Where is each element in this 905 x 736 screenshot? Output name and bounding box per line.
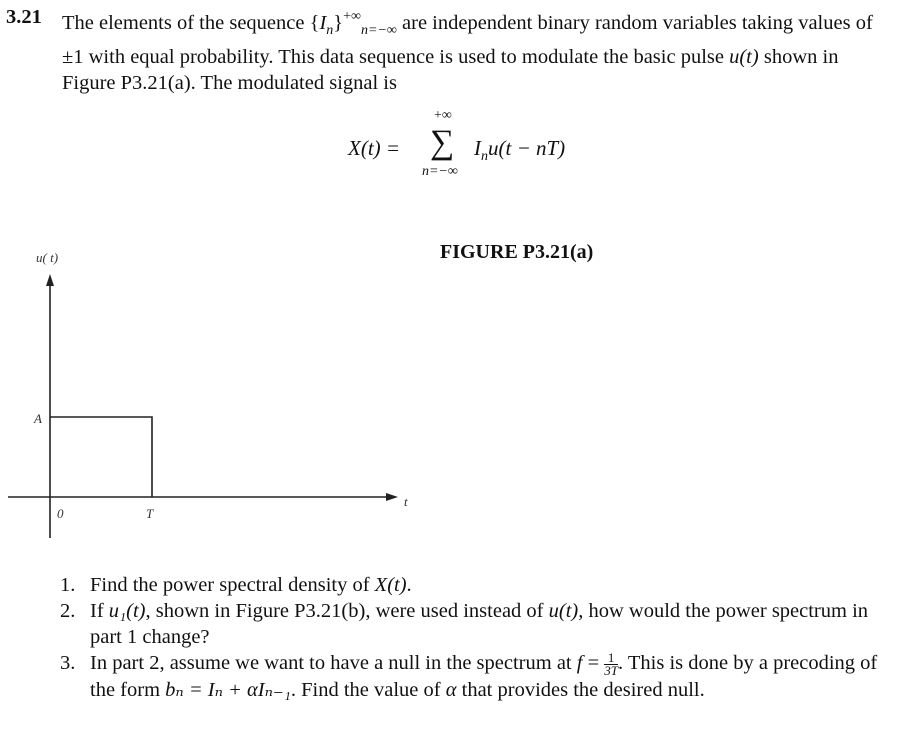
- question-item: 3. In part 2, assume we want to have a null in the spectrum at f = $\frac{1}{3T}$ . This is done by a precoding of the form bₙ = Iₙ + αIₙ₋₁. Find the value of α that provides the desired null.: [60, 649, 878, 701]
- sum-lower-limit: n=−∞: [422, 164, 458, 179]
- question-list: [60, 572, 880, 703]
- modulated-signal-equation: [348, 108, 608, 188]
- question-item: 2. If u₁(t), shown in Figure P3.21(b), were used instead of u(t), how would the power spectrum in part 1 change?: [60, 600, 869, 648]
- period-label: T: [146, 506, 154, 521]
- sum-upper-limit: +∞: [434, 108, 452, 123]
- sigma-symbol: ∑: [430, 124, 455, 161]
- amplitude-label: A: [34, 411, 42, 426]
- y-axis-label: u( t): [36, 250, 59, 265]
- problem-number: 3.21: [6, 6, 42, 28]
- origin-label: 0: [57, 506, 64, 521]
- problem-text: The elements of the sequence $\{I_n\}^{+\infty}_{n=-\infty}$ are independent binary random variables taking values of ±1 with equal probability. This data sequence is used to modulate the basic pulse u(t) shown in Figure P3.21(a). The modulated signal is: [62, 9, 873, 94]
- pulse-plot: [0, 240, 420, 550]
- rectangular-pulse: [50, 417, 152, 497]
- equation-lhs: X(t) =: [348, 136, 401, 160]
- problem-statement: [6, 4, 891, 96]
- fraction: $\frac{1}{3T}$: [604, 649, 618, 678]
- equation-rhs: $I_nu(t - nT)$: [474, 136, 566, 164]
- x-axis-label: t: [404, 494, 408, 509]
- x-axis-arrow: [386, 493, 398, 501]
- figure-caption: FIGURE P3.21(a): [440, 241, 594, 263]
- question-item: 1. Find the power spectral density of X(t).: [60, 574, 412, 596]
- y-axis-arrow: [46, 274, 54, 286]
